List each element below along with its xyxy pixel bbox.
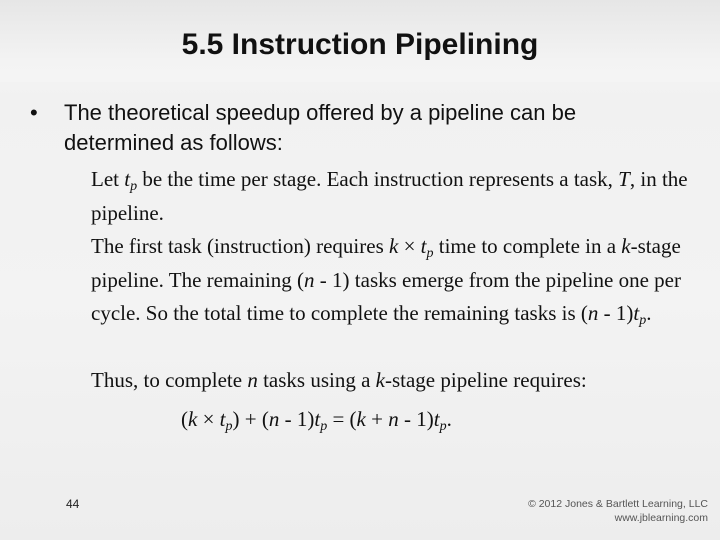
paragraph-first-task: The first task (instruction) requires $k \times t_p$ time to complete in a k-stage pipeline. The remaining (n - 1) tasks emerge from the pipeline one per cycle. So the total time to complete the remaining tasks is $(n - 1)t_p$. xyxy=(91,234,681,328)
publisher-url: www.jblearning.com xyxy=(614,512,708,524)
page-number: 44 xyxy=(66,497,80,511)
copyright-notice xyxy=(528,497,708,525)
paragraph-total: Thus, to complete n tasks using a k-stage pipeline requires: xyxy=(91,368,587,392)
speedup-formula: $(k \times t_p) + (n - 1)t_p = (k + n - 1)t_p$. xyxy=(181,407,452,434)
slide-title: 5.5 Instruction Pipelining xyxy=(181,28,539,61)
copyright-line: © 2012 Jones & Bartlett Learning, LLC xyxy=(528,498,708,510)
paragraph-stage-time: Let $t_p$ be the time per stage. Each instruction represents a task, T, in the pipeline. xyxy=(91,167,688,225)
bullet-text: The theoretical speedup offered by a pipeline can be determined as follows: xyxy=(64,100,577,155)
bullet-marker: • xyxy=(30,100,38,125)
